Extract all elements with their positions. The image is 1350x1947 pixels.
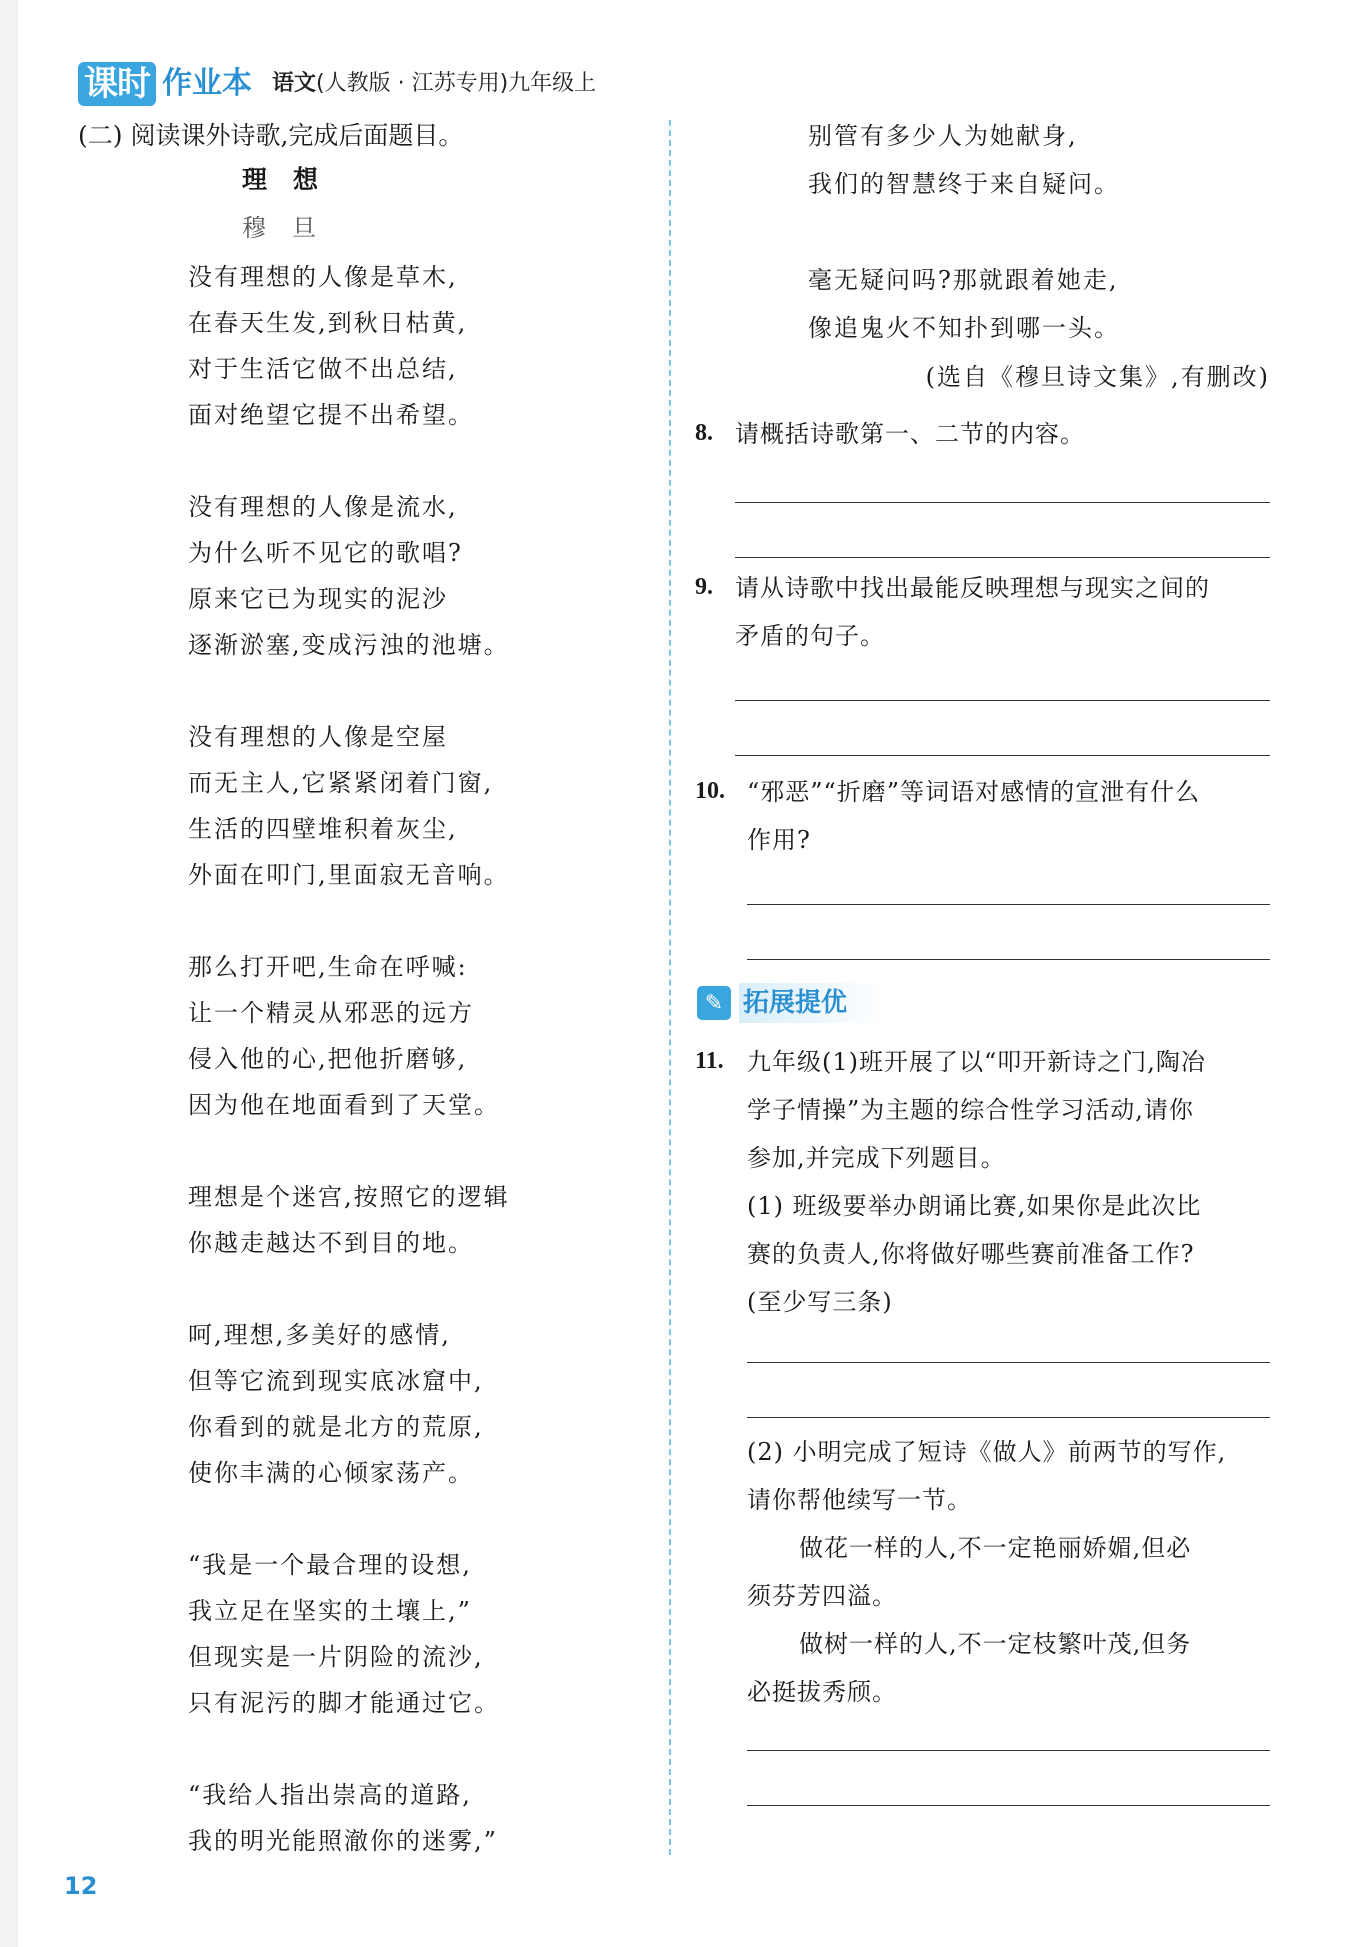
question-8 (695, 410, 1270, 558)
question-11 (695, 1038, 1270, 1806)
stanza (188, 254, 658, 438)
poem-line: 只有泥污的脚才能通过它。 (188, 1689, 500, 1717)
poem-line: 但现实是一片阴险的流沙, (188, 1643, 484, 1671)
poem-line: 没有理想的人像是流水, (188, 493, 458, 521)
question-10 (695, 768, 1270, 960)
poem-sample-line: 须芬芳四溢。 (747, 1582, 897, 1610)
poem-line: 那么打开吧,生命在呼喊: (188, 953, 468, 981)
pencil-icon: ✎ (697, 986, 731, 1020)
page-header (78, 58, 596, 106)
poem-line: 使你丰满的心倾家荡产。 (188, 1459, 474, 1487)
poem-sample-line: 必挺拔秀颀。 (747, 1678, 897, 1706)
page-edge (0, 0, 18, 1947)
question-text: 作用? (747, 826, 811, 854)
right-column (695, 112, 1270, 400)
subject-label: 语文 (272, 71, 317, 96)
poem-line: 在春天生发,到秋日枯黄, (188, 309, 468, 337)
question-9 (695, 564, 1270, 756)
poem-line: 你越走越达不到目的地。 (188, 1229, 474, 1257)
poem-sample-line: 做花一样的人,不一定艳丽娇媚,但必 (799, 1534, 1192, 1562)
answer-line[interactable] (735, 755, 1270, 756)
poem-line: 因为他在地面看到了天堂。 (188, 1091, 500, 1119)
poem-line: 我们的智慧终于来自疑问。 (808, 170, 1120, 198)
stanza (188, 1174, 658, 1266)
question-number: 11. (695, 1048, 724, 1074)
answer-line[interactable] (735, 557, 1270, 558)
answer-line[interactable] (735, 700, 1270, 701)
stanza (188, 1542, 658, 1726)
poem-line: 没有理想的人像是草木, (188, 263, 458, 291)
question-text: 参加,并完成下列题目。 (747, 1144, 1006, 1172)
poem-body (188, 254, 658, 1910)
answer-line[interactable] (747, 959, 1270, 960)
edition-label: (人教版 · 江苏专用)九年级上 (316, 71, 597, 96)
poem-line: 你看到的就是北方的荒原, (188, 1413, 484, 1441)
poem-title: 理想 (242, 165, 345, 194)
stanza (188, 714, 658, 898)
poem-line: 面对绝望它提不出希望。 (188, 401, 474, 429)
poem-line: 让一个精灵从邪恶的远方 (188, 999, 474, 1027)
poem-line: 逐渐淤塞,变成污浊的池塘。 (188, 631, 510, 659)
poem-line: 没有理想的人像是空屋 (188, 723, 448, 751)
question-text: 九年级(1)班开展了以“叩开新诗之门,陶冶 (747, 1048, 1206, 1076)
question-text: 请概括诗歌第一、二节的内容。 (735, 420, 1085, 448)
poem-line: 我的明光能照澈你的迷雾,” (188, 1827, 498, 1855)
question-number: 10. (695, 778, 725, 804)
section-heading: (二) 阅读课外诗歌,完成后面题目。 (78, 121, 464, 150)
answer-line[interactable] (747, 1805, 1270, 1806)
poem-line: 毫无疑问吗?那就跟着她走, (808, 266, 1119, 294)
subquestion-text: (至少写三条) (747, 1288, 893, 1316)
poem-line: “我是一个最合理的设想, (188, 1551, 472, 1579)
column-divider (669, 120, 671, 1855)
poem-line: 生活的四壁堆积着灰尘, (188, 815, 458, 843)
question-text: 矛盾的句子。 (735, 622, 885, 650)
left-column (78, 118, 638, 154)
stanza (188, 484, 658, 668)
question-number: 9. (695, 574, 713, 600)
question-text: 学子情操”为主题的综合性学习活动,请你 (747, 1096, 1194, 1124)
poem-line: 像追鬼火不知扑到哪一头。 (808, 314, 1120, 342)
logo-highlight: 课时 (78, 62, 156, 106)
poem-line: 呵,理想,多美好的感情, (188, 1321, 451, 1349)
brand-logo (78, 62, 252, 106)
poem-line: 原来它已为现实的泥沙 (188, 585, 448, 613)
question-text: “邪恶”“折磨”等词语对感情的宣泄有什么 (747, 778, 1201, 806)
subquestion-text: (1) 班级要举办朗诵比赛,如果你是此次比 (747, 1192, 1202, 1220)
answer-line[interactable] (747, 904, 1270, 905)
poem-line: “我给人指出崇高的道路, (188, 1781, 472, 1809)
poem-sample-line: 做树一样的人,不一定枝繁叶茂,但务 (799, 1630, 1192, 1658)
page-number: 12 (64, 1872, 98, 1900)
answer-line[interactable] (747, 1362, 1270, 1363)
section-badge (697, 983, 887, 1023)
book-subtitle (272, 62, 596, 106)
poem-line: 为什么听不见它的歌唱? (188, 539, 463, 567)
poem-line: 别管有多少人为她献身, (808, 122, 1078, 150)
answer-line[interactable] (735, 502, 1270, 503)
poem-line: 理想是个迷宫,按照它的逻辑 (188, 1183, 510, 1211)
poem-line: 侵入他的心,把他折磨够, (188, 1045, 468, 1073)
section-label: 拓展提优 (739, 983, 887, 1023)
stanza (188, 1312, 658, 1496)
poem-line: 但等它流到现实底冰窟中, (188, 1367, 484, 1395)
poem-line: 而无主人,它紧紧闭着门窗, (188, 769, 494, 797)
question-text: 请从诗歌中找出最能反映理想与现实之间的 (735, 574, 1210, 602)
stanza (188, 1772, 658, 1864)
subquestion-text: 赛的负责人,你将做好哪些赛前准备工作? (747, 1240, 1195, 1268)
poem-line: 我立足在坚实的土壤上,” (188, 1597, 472, 1625)
poem-author: 穆旦 (242, 214, 342, 242)
logo-text: 作业本 (162, 66, 252, 101)
poem-line: 外面在叩门,里面寂无音响。 (188, 861, 510, 889)
answer-line[interactable] (747, 1750, 1270, 1751)
question-number: 8. (695, 420, 713, 446)
poem-continuation (695, 112, 1270, 352)
poem-source: (选自《穆旦诗文集》,有删改) (925, 363, 1270, 391)
subquestion-text: (2) 小明完成了短诗《做人》前两节的写作, (747, 1438, 1227, 1466)
poem-line: 对于生活它做不出总结, (188, 355, 458, 383)
subquestion-text: 请你帮他续写一节。 (747, 1486, 972, 1514)
stanza (188, 944, 658, 1128)
